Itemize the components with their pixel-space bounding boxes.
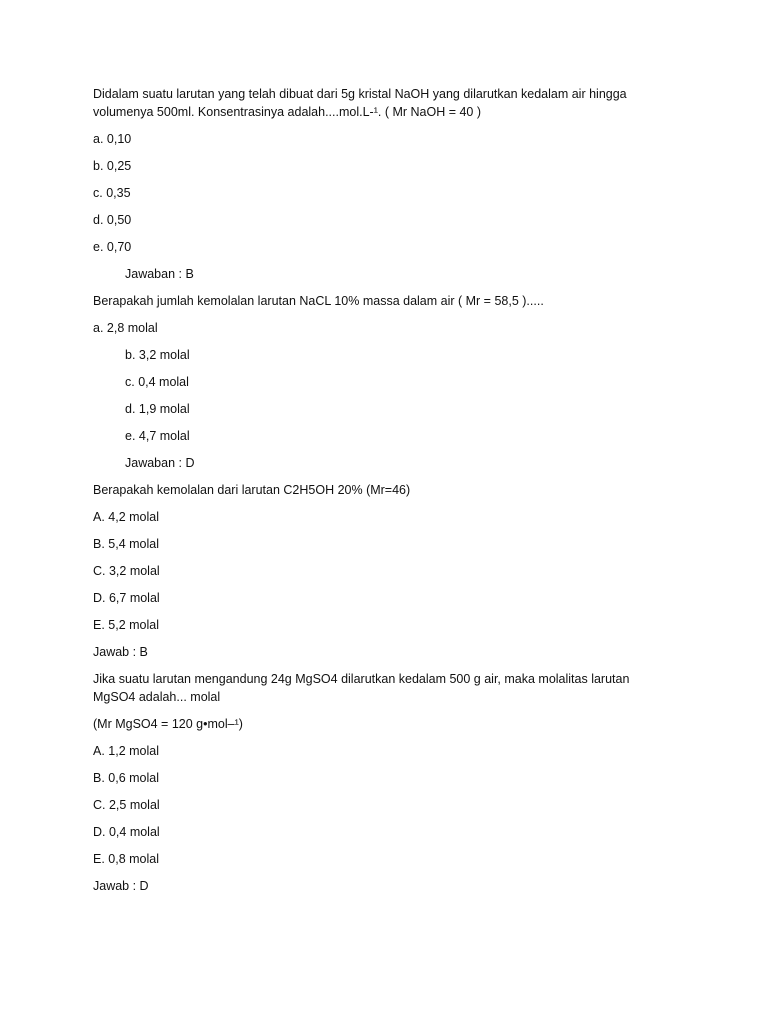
question-4-option-c: C. 2,5 molal <box>93 798 160 812</box>
question-4-option-e: E. 0,8 molal <box>93 852 160 866</box>
question-3-answer: Jawab : B <box>93 645 148 659</box>
question-4-line-2: MgSO4 adalah... molal <box>93 690 221 704</box>
question-1-option-d: d. 0,50 <box>93 213 132 227</box>
question-2-option-a: a. 2,8 molal <box>93 321 158 335</box>
document-page <box>93 85 683 904</box>
question-4-option-a: A. 1,2 molal <box>93 744 160 758</box>
question-2-option-d: d. 1,9 molal <box>125 402 190 416</box>
question-2-option-c: c. 0,4 molal <box>125 375 189 389</box>
question-3-option-e: E. 5,2 molal <box>93 618 160 632</box>
question-4-answer: Jawab : D <box>93 879 149 893</box>
question-1-line-2: volumenya 500ml. Konsentrasinya adalah....mol.L-¹. ( Mr NaOH = 40 ) <box>93 105 482 119</box>
question-4-option-d: D. 0,4 molal <box>93 825 160 839</box>
question-4-text <box>93 670 683 706</box>
question-3-option-a: A. 4,2 molal <box>93 510 160 524</box>
question-4-line-1: Jika suatu larutan mengandung 24g MgSO4 dilarutkan kedalam 500 g air, maka molalitas larutan <box>93 672 630 686</box>
question-4-option-b: B. 0,6 molal <box>93 771 160 785</box>
question-2-option-b: b. 3,2 molal <box>125 348 190 362</box>
question-4-given: (Mr MgSO4 = 120 g•mol–¹) <box>93 717 243 731</box>
question-2-option-e: e. 4,7 molal <box>125 429 190 443</box>
question-1-option-a: a. 0,10 <box>93 132 132 146</box>
question-3-option-c: C. 3,2 molal <box>93 564 160 578</box>
question-3-text: Berapakah kemolalan dari larutan C2H5OH 20% (Mr=46) <box>93 483 411 497</box>
question-1-answer: Jawaban : B <box>125 267 194 281</box>
question-1-option-c: c. 0,35 <box>93 186 131 200</box>
question-3-option-d: D. 6,7 molal <box>93 591 160 605</box>
question-2-text: Berapakah jumlah kemolalan larutan NaCL 10% massa dalam air ( Mr = 58,5 )..... <box>93 294 544 308</box>
question-1-line-1: Didalam suatu larutan yang telah dibuat dari 5g kristal NaOH yang dilarutkan kedalam air hingga <box>93 87 627 101</box>
question-2-answer: Jawaban : D <box>125 456 195 470</box>
question-1-option-b: b. 0,25 <box>93 159 132 173</box>
question-1-text <box>93 85 683 121</box>
question-3-option-b: B. 5,4 molal <box>93 537 160 551</box>
question-1-option-e: e. 0,70 <box>93 240 132 254</box>
